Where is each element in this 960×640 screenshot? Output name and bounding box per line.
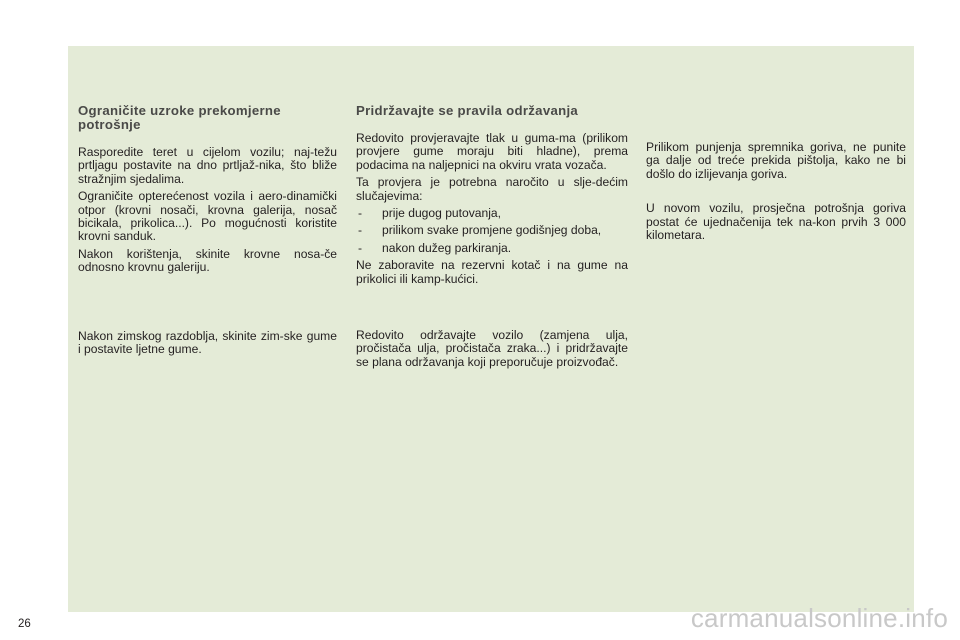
left-heading: Ograničite uzroke prekomjerne potrošnje	[78, 103, 281, 132]
middle-paragraph-2: Ta provjera je potrebna naročito u slje-dećim slučajevima:	[356, 175, 628, 203]
middle-heading: Pridržavajte se pravila održavanja	[356, 103, 579, 118]
middle-paragraph-4: Redovito održavajte vozilo (zamjena ulja, pročistača ulja, pročistača zraka...) i pridržavajte se plana održavanja koji preporučuje proizvođač.	[356, 328, 628, 369]
list-item: - nakon dužeg parkiranja.	[356, 242, 628, 255]
watermark: carmanualsonline.info	[690, 603, 948, 633]
content-panel	[68, 46, 914, 612]
check-list	[356, 207, 628, 255]
middle-column	[356, 104, 628, 369]
right-column	[646, 141, 906, 242]
left-paragraph-4: Nakon zimskog razdoblja, skinite zim-ske gume i postavite ljetne gume.	[78, 328, 337, 357]
left-column	[78, 104, 337, 356]
left-paragraph-2: Ograničite opterećenost vozila i aero-dinamički otpor (krovni nosači, krovna galerija, nosač bicikala, prikolica...). Po mogućnosti koristite krovni sanduk.	[78, 189, 337, 244]
left-paragraph-1: Rasporedite teret u cijelom vozilu; naj-težu prtljagu postavite na dno prtljaž-nika, što bliže stražnjim sjedalima.	[78, 145, 337, 186]
right-paragraph-1: Prilikom punjenja spremnika goriva, ne punite ga dalje od treće prekida pištolja, kako ne bi došlo do izlijevanja goriva.	[646, 140, 906, 181]
middle-paragraph-3: Ne zaboravite na rezervni kotač i na gume na prikolici ili kamp-kućici.	[356, 258, 628, 286]
list-item: - prije dugog putovanja,	[356, 207, 628, 220]
list-item: - prilikom svake promjene godišnjeg doba,	[356, 224, 628, 237]
middle-paragraph-1: Redovito provjeravajte tlak u guma-ma (prilikom provjere gume moraju biti hladne), prema podacima na naljepnici na okviru vrata vozača.	[356, 131, 628, 172]
left-paragraph-3: Nakon korištenja, skinite krovne nosa-če odnosno krovnu galeriju.	[78, 246, 337, 275]
page-number: 26	[18, 618, 31, 630]
right-paragraph-2: U novom vozilu, prosječna potrošnja goriva postat će ujednačenija tek na-kon prvih 3 000 kilometara.	[646, 201, 906, 243]
